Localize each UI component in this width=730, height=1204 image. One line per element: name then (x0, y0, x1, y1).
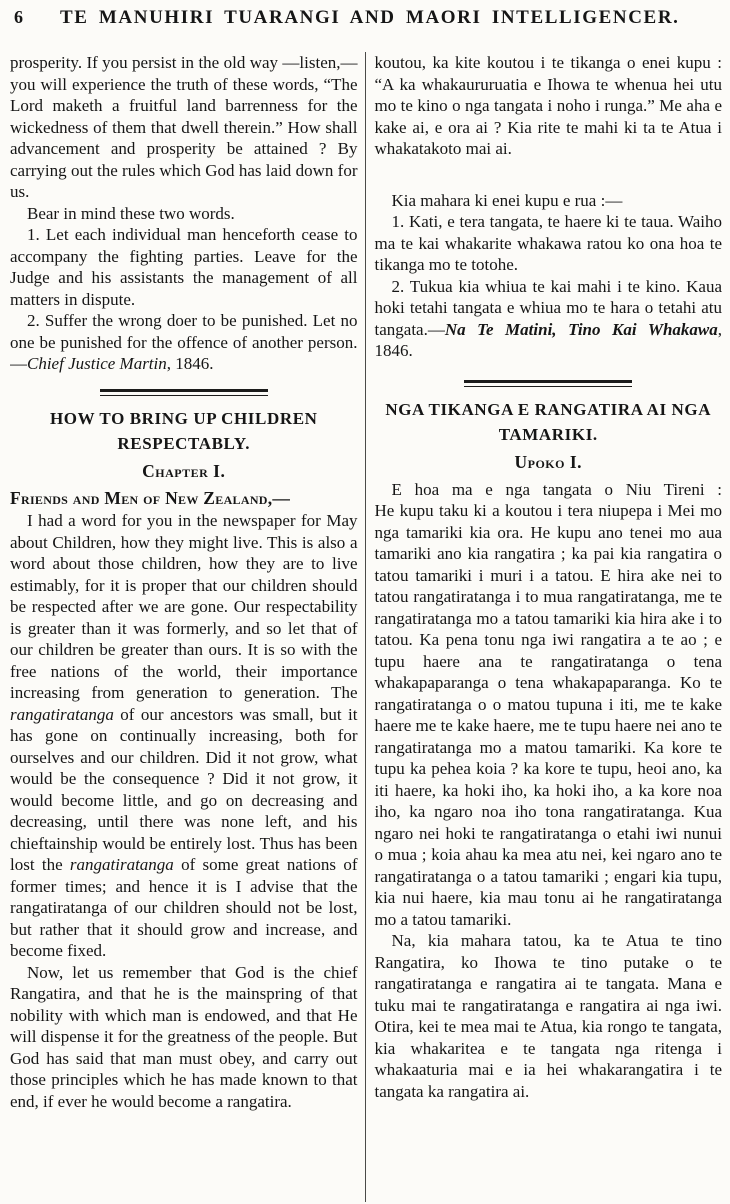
salutation-line (375, 479, 723, 501)
text-segment: Chief Justice Martin (27, 354, 167, 373)
text-segment: He kupu taku ki a koutou i tera niupepa i Mei mo nga tamariki kia ora. He kupu ano tenei mo aua tamariki ano kia rangatira ; ka pai kia rangatira o tatou tamariki i muri i a tatou. E hira ake nei to tatou rangatiratanga i to mua rangatiratanga, me te rangatiratanga mo a tatou tamariki kia hira ake i to tatou. Ka pena tonu nga iwi rangatira a te ao ; e tupu haere ana te rangatiratanga o tena whakapaparanga o tena whakapaparanga. Ko te rangatiratanga o o matou tupuna i iti, me te kake haere me te kake haere, me te tupu haere nei ano te rangatiratanga mo a matou tamariki. Ka kore te tupu ka pehea koia ? ka kore te tupu, heoi ano, ka iti haere, ka hoki iho, ka hoki iho, a ka kore noa iho, ka ngaro noa iho tona rangatiratanga. Kua ngaro nei hoki te rangatiratanga o etahi iwi nunui o mua ; koia ahau ka mea atu nei, kei ngaro ano te rangatiratanga o a tatou tamariki ; engari kia tupu, kia nui haere, kia mau tonu ai he rangatiratanga mo a tatou tamariki. (374, 501, 722, 929)
text-segment: rangatiratanga (10, 704, 114, 724)
paragraph-rule-1 (10, 224, 358, 310)
paragraph-body (375, 500, 723, 930)
column-layout (0, 52, 730, 1202)
paragraph (375, 190, 723, 212)
page-header (0, 0, 730, 37)
paragraph-body (10, 510, 358, 962)
text-segment: Na Te Matini, Tino Kai Whakawa (444, 319, 718, 339)
text-segment: 1. Let each individual man henceforth cease to accompany the fighting parties. Leave for the Judge and his assistants the management of all matters in dispute. (10, 225, 358, 309)
section-divider-rule (100, 389, 268, 396)
text-segment: rangatiratanga (69, 855, 174, 874)
salutation-line (10, 488, 358, 510)
paragraph-continuation (375, 52, 723, 160)
paragraph (10, 203, 358, 225)
paragraph-body (10, 962, 358, 1113)
text-segment: NGA TIKANGA E RANGATIRA AI NGA TAMARIKI. (385, 399, 712, 444)
article-title (14, 406, 354, 456)
chapter-heading (375, 451, 723, 473)
text-segment: Upoko I. (514, 451, 583, 472)
text-segment: Na, kia mahara tatou, ka te Atua te tino Rangatira, ko Ihowa te tino putake o te rangatiratanga e rangatira ai te tangata. Mana e tuku mai te rangatiratanga e rangatira ai nga iwi. Otira, kei te mea mai te Atua, kia rongo te tangata, kia whakaritea e te tangata nga ritenga i whakaaturia mai e ia hei whakarangatira i te tangata ka rangatira ai. (374, 931, 722, 1101)
paragraph-rule-2 (375, 276, 723, 362)
text-segment: 2. Suffer the wrong doer to be punished. Let no one be punished for the offence of another person.— (10, 311, 358, 373)
paragraph-rule-1 (375, 211, 723, 276)
article-title (379, 397, 719, 447)
text-segment: of our ancestors was small, but it has gone on continually increasing, both for ourselves and our children. Did it not grow, what would be the consequence ? Did it not grow, it would become little, and go on decreasing and decreasing, until there was none left, and his chieftainship would be entirely lost. Thus has been lost the (10, 704, 358, 874)
paragraph-rule-2 (10, 310, 358, 375)
chapter-heading (10, 460, 358, 482)
text-segment: , 1846. (166, 354, 214, 373)
text-segment: of some great nations of former times; and hence it is I advise that the rangatiratanga of our children should not be lost, but rather that it should grow and increase, and become fixed. (10, 855, 358, 960)
text-segment: Bear in mind these two words. (27, 203, 235, 223)
text-segment: I had a word for you in the newspaper for May about Children, how they might live. This is also a word about those children, how they are to live estimably, for it is proper that our children should be respected after we are gone. Our respectability is greater than it was formerly, and so let that of our children be greater than ours. It is so with the free nations of the world, their importance increasing from generation to generation. The (10, 511, 358, 702)
text-segment: Friends and Men of New Zealand,— (10, 487, 291, 508)
text-segment: Chapter I. (142, 460, 226, 481)
maori-column (366, 52, 723, 1202)
paragraph-body (375, 930, 723, 1102)
text-segment: E hoa ma e nga tangata o Niu Tireni : (391, 479, 722, 499)
text-segment: 2. Tukua kia whiua te kai mahi i te kino. Kaua hoki tetahi tangata e whiua mo te hara o tetahi atu tangata.— (374, 276, 722, 339)
text-segment: prosperity. If you persist in the old way —listen,—you will experience the truth of these words, “The Lord maketh a fruitful land barrenness for the wickedness of them that dwell therein.” How shall advancement and prosperity be attained ? By carrying out the rules which God has laid down for us. (10, 53, 358, 201)
page-number: 6 (14, 7, 23, 27)
english-column (10, 52, 365, 1202)
masthead-title: TE MANUHIRI TUARANGI AND MAORI INTELLIGENCER. (60, 7, 680, 28)
text-segment: 1. Kati, e tera tangata, te haere ki te taua. Waiho ma te kai whakarite whakawa ratou ko ona hoa te tikanga mo te totohe. (374, 212, 722, 274)
text-segment: HOW TO BRING UP CHILDREN RESPECTABLY. (49, 408, 318, 453)
text-segment: koutou, ka kite koutou i te tikanga o enei kupu : “A ka whakaururuatia e Ihowa te whenua hei utu mo te kino o nga tangata i noho i runga.” Me aha e kake ai, e ora ai ? Kia rite te mahi ki ta te Atua i whakatakoto mai ai. (374, 53, 722, 158)
paragraph-continuation (10, 52, 358, 203)
text-segment: Kia mahara ki enei kupu e rua :— (391, 190, 623, 210)
text-segment: , 1846. (374, 319, 722, 360)
text-segment: Now, let us remember that God is the chief Rangatira, and that he is the mainspring of that nobility with which man is endowed, and that He will dispense it for the greatness of the people. But God has said that man must obey, and carry out those principles which he has made known to that end, if ever he would become a rangatira. (10, 962, 358, 1111)
section-divider-rule (464, 380, 632, 387)
